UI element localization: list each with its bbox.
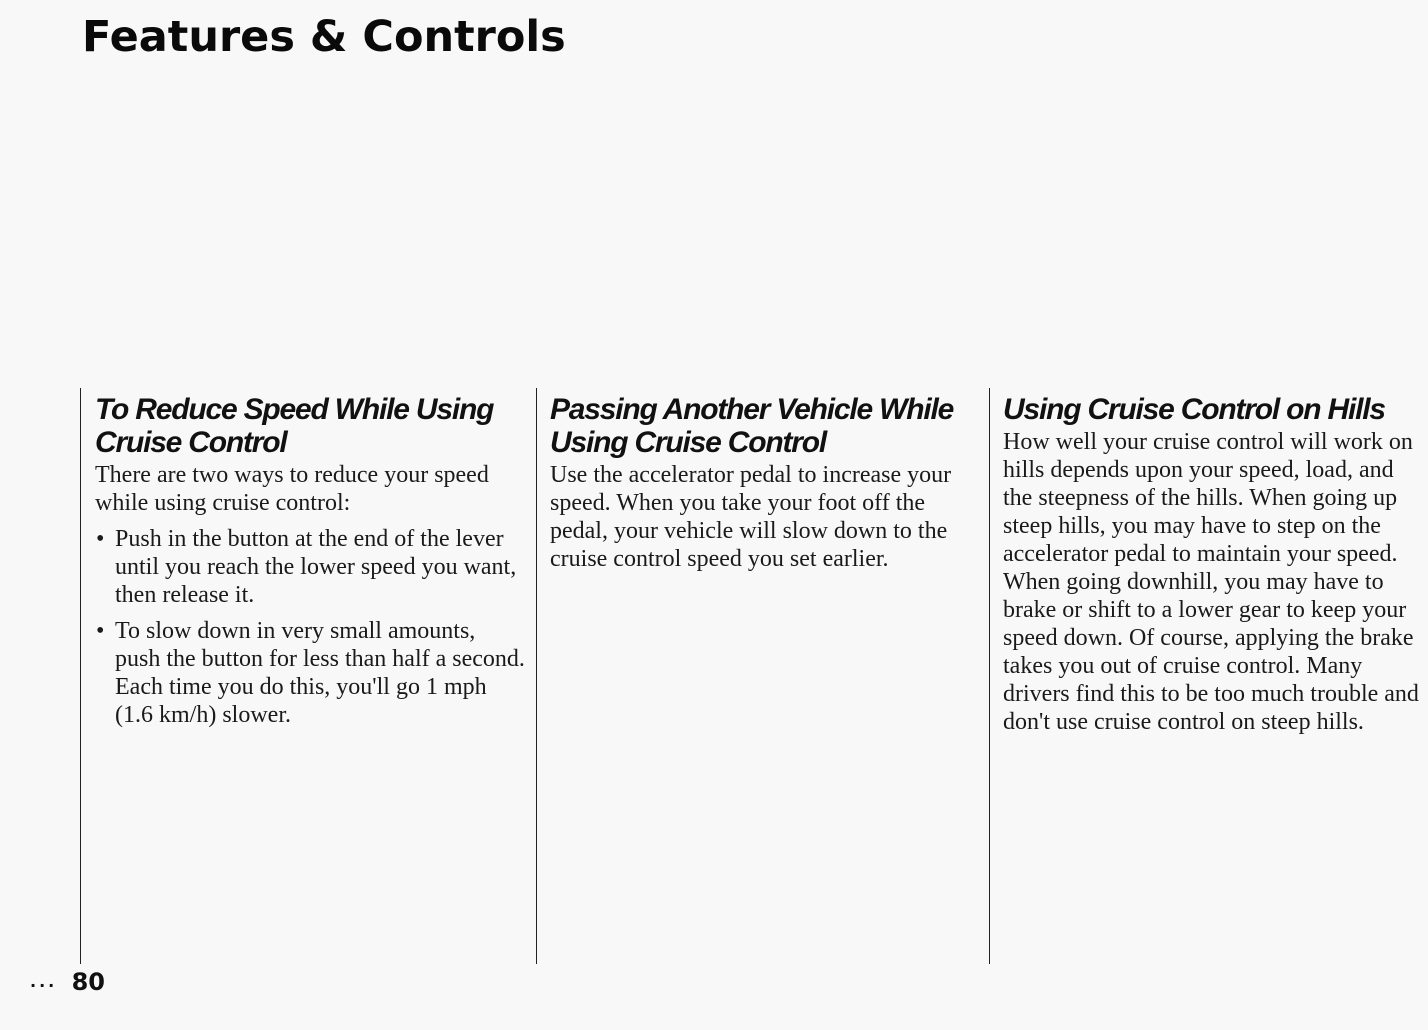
section-reduce-speed bbox=[80, 388, 525, 964]
heading-line: Cruise Control bbox=[95, 426, 287, 459]
heading-line: Using Cruise Control on Hills bbox=[1003, 393, 1385, 426]
bullet-icon: • bbox=[96, 526, 105, 552]
list-item bbox=[95, 525, 525, 609]
heading-line: To Reduce Speed While Using bbox=[95, 393, 494, 426]
heading-line: Passing Another Vehicle While bbox=[550, 393, 954, 426]
list-item bbox=[95, 617, 525, 729]
bullet-text: Push in the button at the end of the lever until you reach the lower speed you want, then release it. bbox=[115, 526, 517, 608]
section-body: Use the accelerator pedal to increase your speed. When you take your foot off the pedal, your vehicle will slow down to the cruise control speed you set earlier. bbox=[550, 462, 952, 572]
section-passing-vehicle bbox=[536, 388, 986, 964]
bullet-icon: • bbox=[96, 618, 105, 644]
section-body: How well your cruise control will work on hills depends upon your speed, load, and the steepness of the hills. When going up steep hills, you may have to step on the accelerator pedal to maintain your speed. When going downhill, you may have to brake or shift to a lower gear to keep your speed down. Of course, applying the brake takes you out of cruise control. Many drivers find this to be too much trouble and don't use cruise control on steep hills. bbox=[1003, 429, 1419, 735]
section-intro: There are two ways to reduce your speed while using cruise control: bbox=[95, 462, 489, 516]
bullet-list bbox=[95, 525, 525, 729]
heading-line: Using Cruise Control bbox=[550, 426, 827, 459]
section-cruise-hills bbox=[989, 388, 1419, 964]
page-number bbox=[30, 968, 105, 996]
section-heading bbox=[1003, 393, 1419, 426]
section-heading bbox=[95, 393, 525, 459]
bullet-text: To slow down in very small amounts, push the button for less than half a second. Each time you do this, you'll go 1 mph (1.6 km/h) slower. bbox=[115, 618, 525, 728]
page-marker-dots: ... bbox=[30, 972, 58, 991]
section-heading bbox=[550, 393, 986, 459]
page-number-value: 80 bbox=[71, 968, 105, 996]
page-title: Features & Controls bbox=[82, 12, 566, 62]
